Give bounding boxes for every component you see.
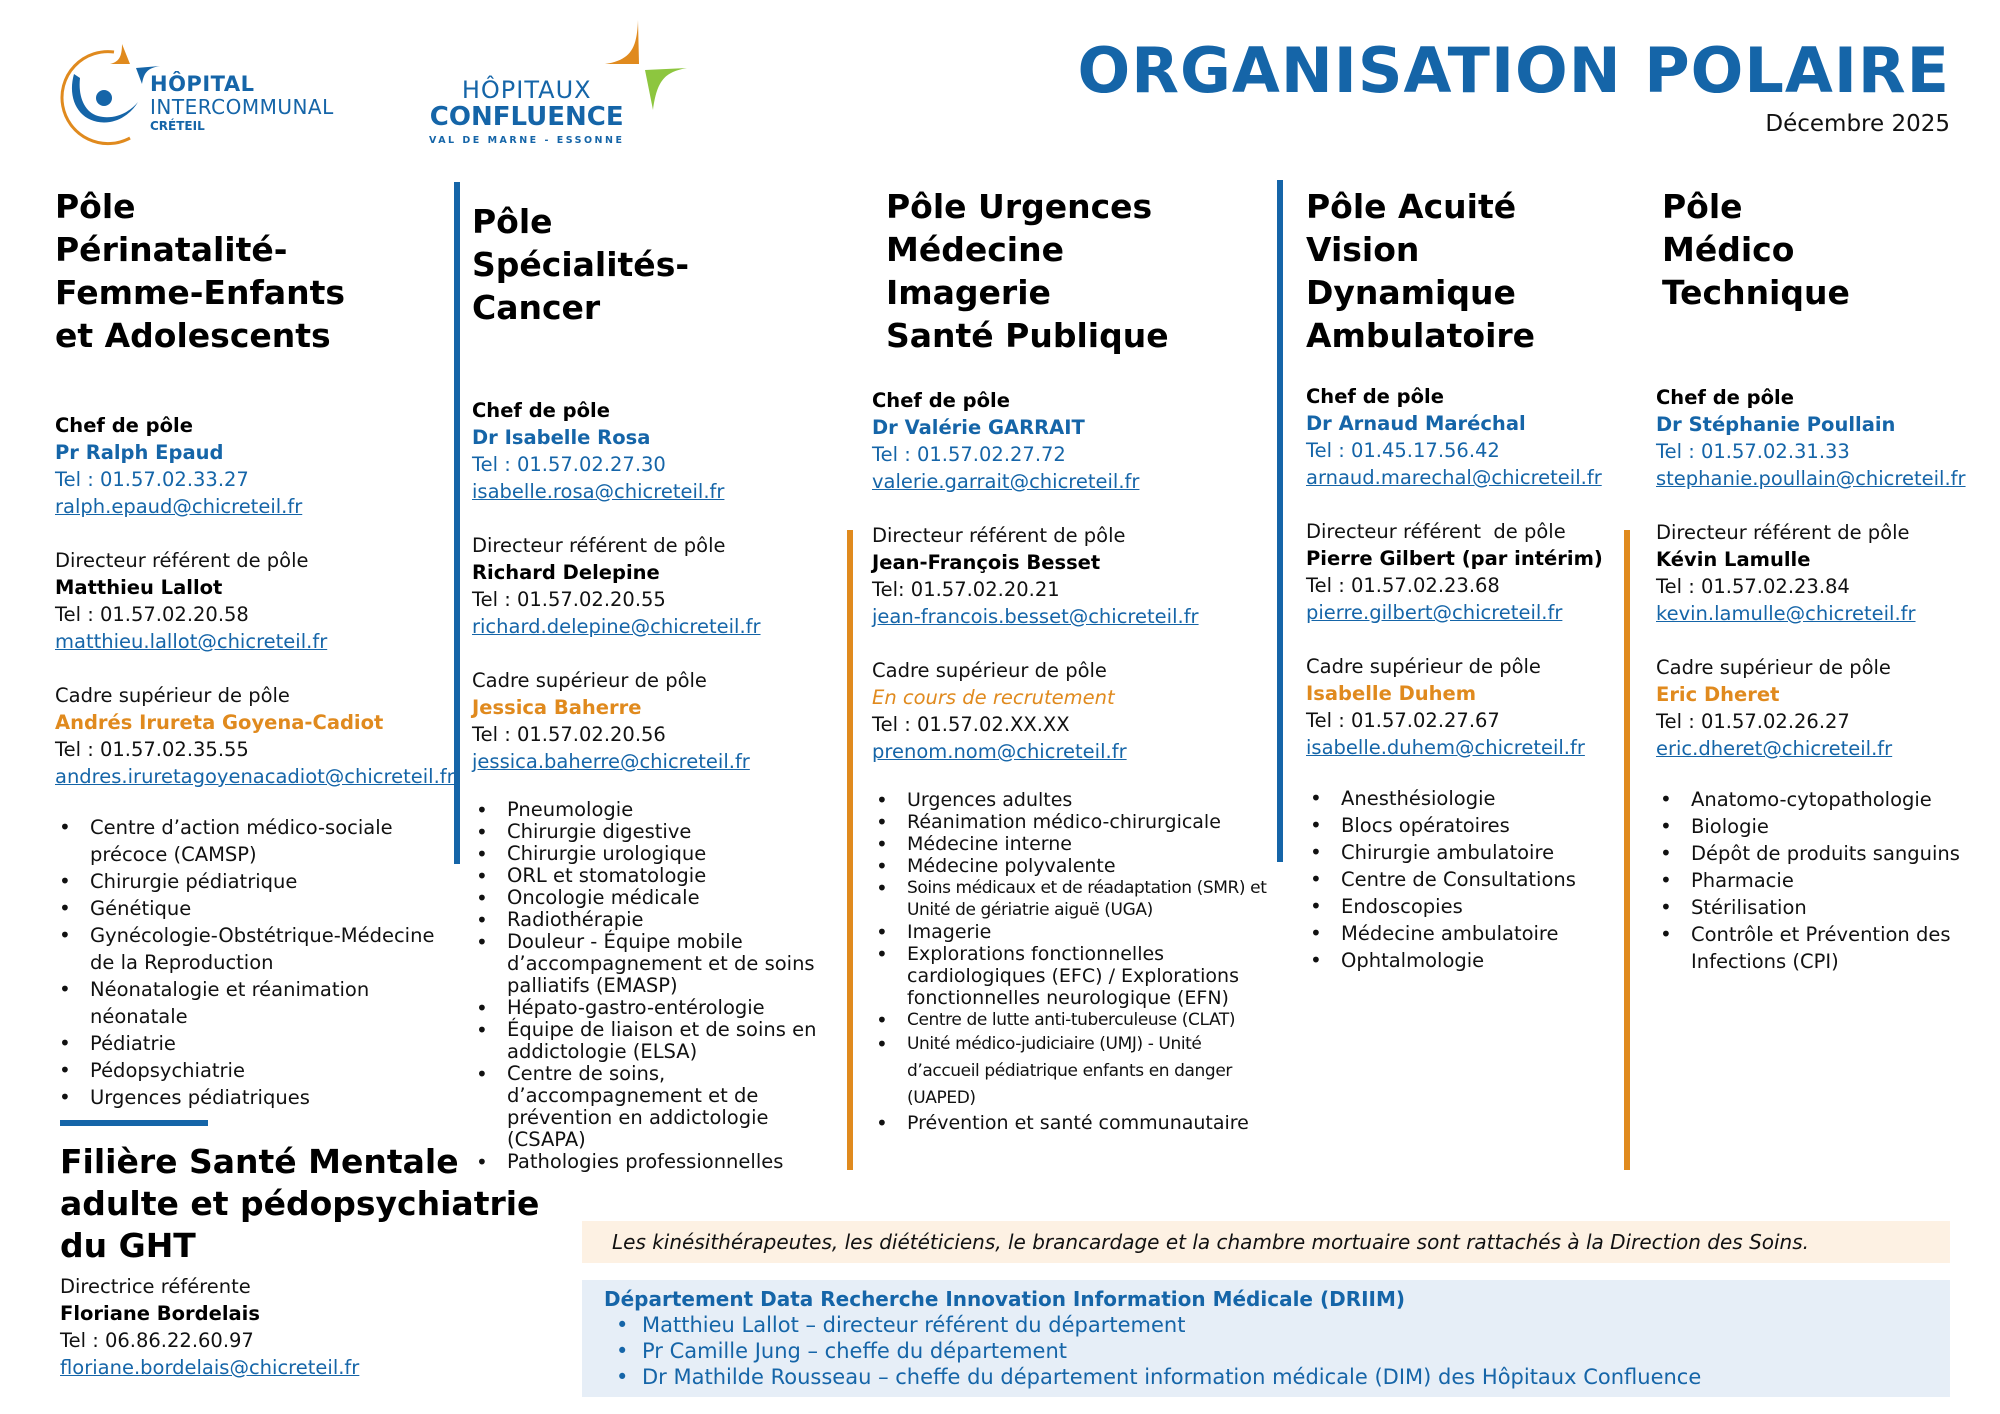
email-link[interactable]: matthieu.lallot@chicreteil.fr — [55, 630, 328, 653]
logo-hic-line1: HÔPITAL — [150, 72, 255, 96]
phone: Tel : 06.86.22.60.97 — [60, 1329, 254, 1352]
role-label: Directeur référent de pôle — [1656, 521, 1910, 544]
unit-item: • Néonatalogie et réanimation néonatale — [55, 976, 435, 1030]
logo-conf-line2: CONFLUENCE — [429, 102, 624, 132]
unit-item: • Urgences pédiatriques — [55, 1084, 435, 1111]
chef-de-pole — [872, 387, 1272, 495]
phone: Tel : 01.45.17.56.42 — [1306, 439, 1500, 462]
cadre-superieur — [1656, 654, 1996, 762]
department-title: Département Data Recherche Innovation Information Médicale (DRIIM) — [604, 1287, 1406, 1311]
hic-emblem-icon — [52, 40, 162, 150]
unit-item: • Oncologie médicale — [472, 887, 842, 909]
email-link[interactable]: prenom.nom@chicreteil.fr — [872, 740, 1127, 763]
role-label: Cadre supérieur de pôle — [1306, 655, 1541, 678]
pole-title: Pôle Urgences Médecine Imagerie Santé Publique — [886, 187, 1169, 355]
logo-conf-line3: VAL DE MARNE - ESSONNE — [429, 135, 625, 146]
person-name: Matthieu Lallot — [55, 576, 223, 599]
role-label: Chef de pôle — [1306, 385, 1444, 408]
role-label: Chef de pôle — [1656, 386, 1794, 409]
role-label: Cadre supérieur de pôle — [872, 659, 1107, 682]
unit-item: • Réanimation médico-chirurgicale — [872, 811, 1277, 833]
unit-item: • Chirurgie pédiatrique — [55, 868, 435, 895]
phone: Tel : 01.57.02.20.58 — [55, 603, 249, 626]
unit-item: • Urgences adultes — [872, 789, 1277, 811]
logo-hic-line3: CRÉTEIL — [150, 119, 205, 133]
unit-item: • Pneumologie — [472, 799, 842, 821]
unit-item: • Prévention et santé communautaire — [872, 1112, 1277, 1134]
person-name: Dr Valérie GARRAIT — [872, 416, 1085, 439]
directeur-referent — [1306, 518, 1626, 626]
role-label: Directrice référente — [60, 1275, 251, 1298]
unit-item: • Médecine interne — [872, 833, 1277, 855]
unit-item: • Unité médico-judiciaire (UMJ) - Unité d’accueil pédiatrique enfants en danger (UAPED) — [872, 1031, 1277, 1112]
unit-item: • Contrôle et Prévention des Infections (CPI) — [1656, 921, 1976, 975]
unit-list — [1306, 785, 1626, 974]
pole-column — [55, 185, 455, 1111]
department-members — [604, 1312, 1950, 1390]
unit-item: • Centre de lutte anti-tuberculeuse (CLAT) — [872, 1009, 1277, 1031]
role-label: Chef de pôle — [472, 399, 610, 422]
phone: Tel : 01.57.02.31.33 — [1656, 440, 1850, 463]
person-name: Pr Ralph Epaud — [55, 441, 224, 464]
chef-de-pole — [1306, 383, 1626, 491]
person-name: Jean-François Besset — [872, 551, 1101, 574]
person-name: Dr Stéphanie Poullain — [1656, 413, 1896, 436]
unit-list — [55, 814, 435, 1111]
email-link[interactable]: isabelle.rosa@chicreteil.fr — [472, 480, 725, 503]
email-link[interactable]: valerie.garrait@chicreteil.fr — [872, 470, 1140, 493]
publication-date: Décembre 2025 — [1765, 111, 1950, 137]
unit-item: • Médecine polyvalente — [872, 855, 1277, 877]
unit-item: • Endoscopies — [1306, 893, 1626, 920]
role-label: Directeur référent de pôle — [872, 524, 1126, 547]
section-divider — [60, 1120, 208, 1126]
person-name: Dr Arnaud Maréchal — [1306, 412, 1526, 435]
unit-item: • Radiothérapie — [472, 909, 842, 931]
unit-item: • Anesthésiologie — [1306, 785, 1626, 812]
email-link[interactable]: pierre.gilbert@chicreteil.fr — [1306, 601, 1563, 624]
phone: Tel : 01.57.02.27.67 — [1306, 709, 1500, 732]
department-member: • Pr Camille Jung – cheffe du département — [604, 1338, 1950, 1364]
unit-item: • Gynécologie-Obstétrique-Médecine de la Reproduction — [55, 922, 435, 976]
unit-item: • Imagerie — [872, 921, 1277, 943]
column-divider — [1277, 180, 1283, 862]
email-link[interactable]: floriane.bordelais@chicreteil.fr — [60, 1356, 360, 1379]
person-name: Jessica Baherre — [472, 696, 642, 719]
role-label: Cadre supérieur de pôle — [472, 669, 707, 692]
logo-hopital-intercommunal-creteil — [52, 40, 352, 150]
unit-item: • Pédiatrie — [55, 1030, 435, 1057]
filiere-title: Filière Santé Mentale adulte et pédopsychiatrie du GHT — [60, 1142, 540, 1265]
role-label: Chef de pôle — [55, 414, 193, 437]
email-link[interactable]: richard.delepine@chicreteil.fr — [472, 615, 761, 638]
phone: Tel : 01.57.02.20.55 — [472, 588, 666, 611]
unit-item: • Explorations fonctionnelles cardiologiques (EFC) / Explorations fonctionnelles neurologique (EFN) — [872, 943, 1277, 1009]
unit-item: • Centre de soins, d’accompagnement et de prévention en addictologie (CSAPA) — [472, 1063, 842, 1151]
department-member: • Dr Mathilde Rousseau – cheffe du département information médicale (DIM) des Hôpitaux Confluence — [604, 1364, 1950, 1390]
phone: Tel : 01.57.02.23.68 — [1306, 574, 1500, 597]
column-divider — [454, 182, 460, 864]
unit-item: • ORL et stomatologie — [472, 865, 842, 887]
role-label: Cadre supérieur de pôle — [55, 684, 290, 707]
role-label: Cadre supérieur de pôle — [1656, 656, 1891, 679]
email-link[interactable]: ralph.epaud@chicreteil.fr — [55, 495, 303, 518]
person-name: Eric Dheret — [1656, 683, 1780, 706]
chef-de-pole — [55, 412, 450, 520]
email-link[interactable]: jessica.baherre@chicreteil.fr — [472, 750, 750, 773]
unit-item: • Chirurgie urologique — [472, 843, 842, 865]
unit-item: • Blocs opératoires — [1306, 812, 1626, 839]
unit-item: • Douleur - Équipe mobile d’accompagnement et de soins palliatifs (EMASP) — [472, 931, 842, 997]
phone: Tel : 01.57.02.23.84 — [1656, 575, 1850, 598]
directeur-referent — [1656, 519, 1996, 627]
person-name: En cours de recrutement — [872, 686, 1115, 709]
email-link[interactable]: isabelle.duhem@chicreteil.fr — [1306, 736, 1585, 759]
unit-item: • Stérilisation — [1656, 894, 1976, 921]
cadre-superieur — [55, 682, 455, 790]
directeur-referent — [472, 532, 842, 640]
unit-list — [1656, 786, 1976, 975]
unit-item: • Centre de Consultations — [1306, 866, 1626, 893]
unit-item: • Pathologies professionnelles — [472, 1151, 842, 1173]
cadre-superieur — [1306, 653, 1626, 761]
email-link[interactable]: kevin.lamulle@chicreteil.fr — [1656, 602, 1916, 625]
department-box — [582, 1280, 1950, 1397]
phone: Tel : 01.57.02.20.56 — [472, 723, 666, 746]
unit-item: • Dépôt de produits sanguins — [1656, 840, 1976, 867]
phone: Tel: 01.57.02.20.21 — [872, 578, 1060, 601]
pole-column — [872, 185, 1272, 1134]
direction-des-soins-note: Les kinésithérapeutes, les diététiciens, le brancardage et la chambre mortuaire sont rattachés à la Direction des Soins. — [582, 1221, 1950, 1263]
phone: Tel : 01.57.02.27.30 — [472, 453, 666, 476]
unit-item: • Pharmacie — [1656, 867, 1976, 894]
department-member: • Matthieu Lallot – directeur référent du département — [604, 1312, 1950, 1338]
pole-column — [1656, 185, 1996, 975]
phone: Tel : 01.57.02.26.27 — [1656, 710, 1850, 733]
role-label: Directeur référent de pôle — [472, 534, 726, 557]
role-label: Directeur référent de pôle — [1306, 520, 1566, 543]
phone: Tel : 01.57.02.35.55 — [55, 738, 249, 761]
pole-column — [472, 200, 842, 1173]
person-name: Floriane Bordelais — [60, 1302, 260, 1325]
email-link[interactable]: jean-francois.besset@chicreteil.fr — [872, 605, 1199, 628]
role-label: Directeur référent de pôle — [55, 549, 309, 572]
cadre-superieur — [472, 667, 842, 775]
email-link[interactable]: stephanie.poullain@chicreteil.fr — [1656, 467, 1966, 490]
filiere-section — [60, 1141, 580, 1381]
unit-list — [472, 799, 842, 1173]
logo-hic-line2: INTERCOMMUNAL — [150, 95, 334, 119]
unit-item: • Pédopsychiatrie — [55, 1057, 435, 1084]
column-divider — [847, 530, 853, 1170]
unit-item: • Biologie — [1656, 813, 1976, 840]
pole-title: Pôle Périnatalité- Femme-Enfants et Adolescents — [55, 187, 346, 355]
directeur-referent — [872, 522, 1272, 630]
pole-column — [1306, 185, 1626, 974]
unit-item: • Chirurgie ambulatoire — [1306, 839, 1626, 866]
person-name: Isabelle Duhem — [1306, 682, 1477, 705]
email-link[interactable]: andres.iruretagoyenacadiot@chicreteil.fr — [55, 765, 455, 788]
unit-list — [872, 789, 1277, 1134]
person-name: Kévin Lamulle — [1656, 548, 1811, 571]
phone: Tel : 01.57.02.33.27 — [55, 468, 249, 491]
person-name: Andrés Irureta Goyena-Cadiot — [55, 711, 384, 734]
pole-title: Pôle Acuité Vision Dynamique Ambulatoire — [1306, 187, 1536, 355]
unit-item: • Médecine ambulatoire — [1306, 920, 1626, 947]
unit-item: • Équipe de liaison et de soins en addictologie (ELSA) — [472, 1019, 842, 1063]
email-link[interactable]: arnaud.marechal@chicreteil.fr — [1306, 466, 1602, 489]
chef-de-pole — [1656, 384, 1996, 492]
page-title: ORGANISATION POLAIRE — [1077, 34, 1950, 107]
unit-item: • Soins médicaux et de réadaptation (SMR) et Unité de gériatrie aiguë (UGA) — [872, 877, 1277, 921]
logo-conf-line1: HÔPITAUX — [461, 76, 592, 104]
unit-item: • Anatomo-cytopathologie — [1656, 786, 1976, 813]
pole-title: Pôle Spécialités- Cancer — [472, 202, 690, 327]
email-link[interactable]: eric.dheret@chicreteil.fr — [1656, 737, 1893, 760]
person-name: Richard Delepine — [472, 561, 660, 584]
phone: Tel : 01.57.02.XX.XX — [872, 713, 1070, 736]
unit-item: • Ophtalmologie — [1306, 947, 1626, 974]
directeur-referent — [55, 547, 450, 655]
person-name: Dr Isabelle Rosa — [472, 426, 651, 449]
cadre-superieur — [872, 657, 1272, 765]
role-label: Chef de pôle — [872, 389, 1010, 412]
pole-title: Pôle Médico Technique — [1662, 187, 1850, 312]
unit-item: • Génétique — [55, 895, 435, 922]
chef-de-pole — [472, 397, 842, 505]
person-name: Pierre Gilbert (par intérim) — [1306, 547, 1603, 570]
unit-item: • Centre d’action médico-sociale précoce (CAMSP) — [55, 814, 435, 868]
unit-item: • Chirurgie digestive — [472, 821, 842, 843]
unit-item: • Hépato-gastro-entérologie — [472, 997, 842, 1019]
logo-hopitaux-confluence — [425, 18, 695, 148]
phone: Tel : 01.57.02.27.72 — [872, 443, 1066, 466]
